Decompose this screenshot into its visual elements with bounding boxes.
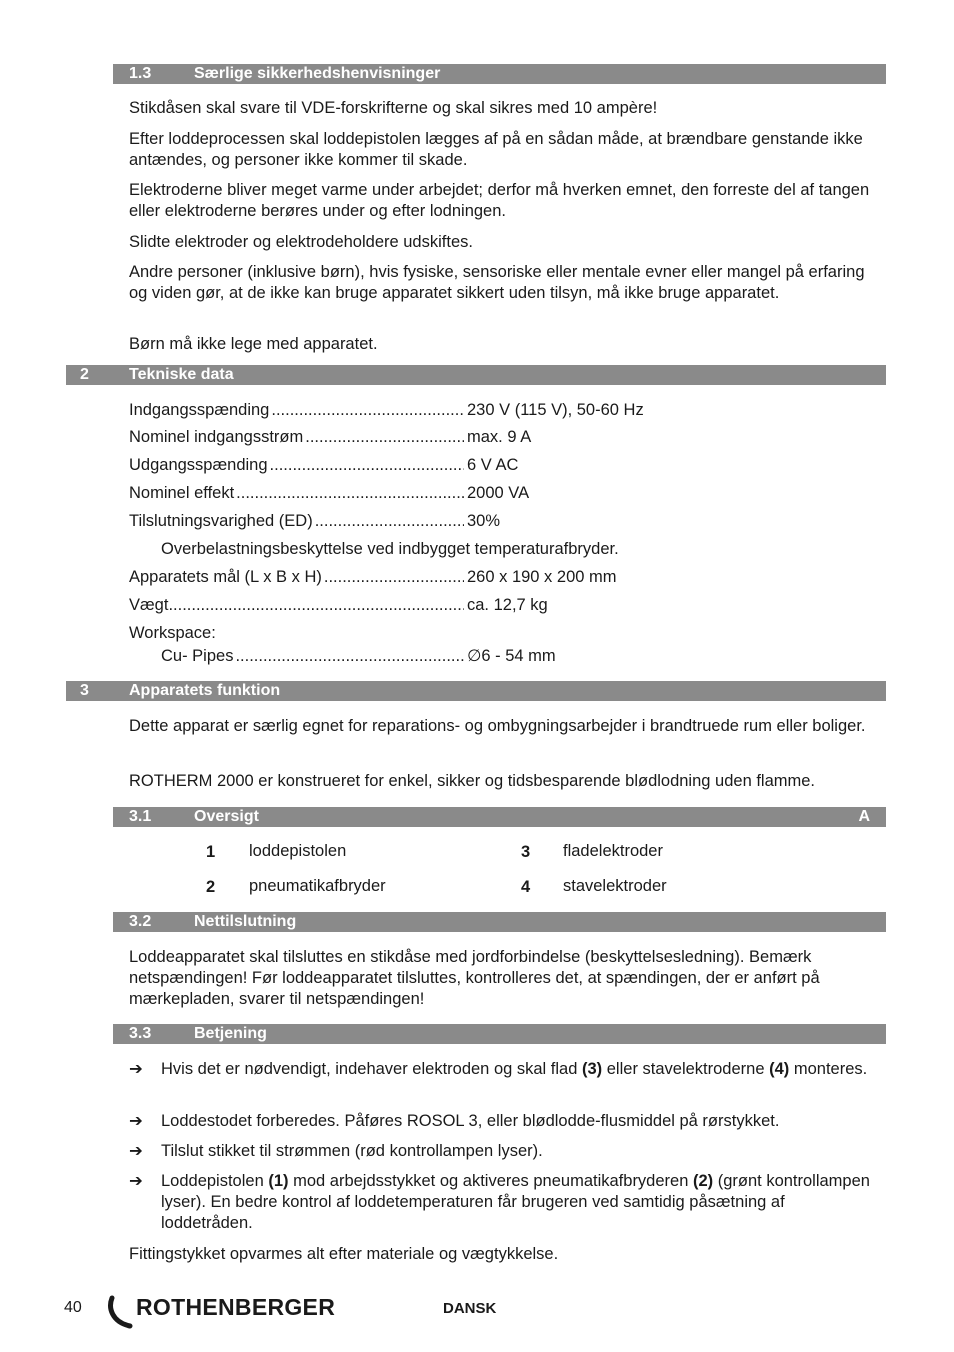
spec-label: Nominel effekt xyxy=(129,484,235,502)
figure-reference: A xyxy=(858,808,870,825)
language-label: DANSK xyxy=(443,1300,497,1317)
arrow-right-icon: ➔ xyxy=(129,1142,143,1160)
section-header-3-3 xyxy=(113,1024,886,1044)
spec-value: 2000 VA xyxy=(467,484,530,502)
instruction-text: Tilslut stikket til strømmen (rød kontrollampen lyser). xyxy=(161,1142,543,1160)
spec-note-text: Overbelastningsbeskyttelse ved indbygget temperaturafbryder. xyxy=(161,540,619,558)
spec-note xyxy=(161,539,619,560)
section-title: Tekniske data xyxy=(129,366,234,383)
instruction-text: Loddepistolen (1) mod arbejdsstykket og aktiveres pneumatikafbryderen (2) (grønt kontrollampen lyser). En bedre kontrol af loddetemperaturen får brugeren ved samtidig påsætning af loddetråden. xyxy=(161,1172,870,1232)
section-header-3 xyxy=(66,681,886,701)
section-number: 3.2 xyxy=(129,913,152,930)
arrow-right-icon: ➔ xyxy=(129,1060,143,1078)
overview-number: 2 xyxy=(206,878,216,896)
page-number: 40 xyxy=(64,1299,82,1316)
paragraph: Stikdåsen skal svare til VDE-forskrifterne og skal sikres med 10 ampère! xyxy=(129,99,658,117)
overview-item: stavelektroder xyxy=(563,877,667,895)
instruction-text: Loddestodet forberedes. Påføres ROSOL 3, eller blødlodde-flusmiddel på rørstykket. xyxy=(161,1112,780,1130)
section-number: 1.3 xyxy=(129,65,152,82)
paragraph: Dette apparat er særlig egnet for reparations- og ombygningsarbejder i brandtruede rum eller boliger. xyxy=(129,717,866,735)
workspace-label-row xyxy=(129,623,216,644)
overview-item: loddepistolen xyxy=(249,842,347,860)
workspace-label: Workspace: xyxy=(129,624,216,642)
overview-item: pneumatikafbryder xyxy=(249,877,386,895)
paragraph: Efter loddeprocessen skal loddepistolen lægges af på en sådan måde, at brændbare genstande ikke antændes, og personer ikke kommer til skade. xyxy=(129,130,863,169)
section-header-1-3 xyxy=(113,64,886,84)
arrow-right-icon: ➔ xyxy=(129,1172,143,1190)
section-number: 3 xyxy=(80,682,89,699)
spec-label: Vægt xyxy=(129,596,169,614)
section-title: Apparatets funktion xyxy=(129,682,281,699)
spec-value: 6 V AC xyxy=(467,456,519,474)
section-number: 3.3 xyxy=(129,1025,152,1042)
paragraph: Slidte elektroder og elektrodeholdere udskiftes. xyxy=(129,233,473,251)
spec-label: Apparatets mål (L x B x H) xyxy=(129,568,322,586)
spec-value: max. 9 A xyxy=(467,428,532,446)
brand-logo xyxy=(106,1292,346,1332)
overview-number: 1 xyxy=(206,843,216,861)
spec-value: 30% xyxy=(467,512,501,530)
spec-value: 260 x 190 x 200 mm xyxy=(467,568,617,586)
section-header-3-1 xyxy=(113,807,886,827)
arrow-right-icon: ➔ xyxy=(129,1112,143,1130)
paragraph: Andre personer (inklusive børn), hvis fysiske, sensoriske eller mentale evner eller mangel på erfaring og viden gør, at de ikke kan bruge apparatet sikkert uden tilsyn, må ikke bruge apparatet. xyxy=(129,263,865,302)
paragraph: Fittingstykket opvarmes alt efter materiale og vægtykkelse. xyxy=(129,1245,559,1263)
section-title: Nettilslutning xyxy=(194,913,297,930)
spec-label: Nominel indgangsstrøm xyxy=(129,428,304,446)
paragraph: ROTHERM 2000 er konstrueret for enkel, sikker og tidsbesparende blødlodning uden flamme. xyxy=(129,772,816,790)
section-title: Betjening xyxy=(194,1025,267,1042)
spec-value: 230 V (115 V), 50-60 Hz xyxy=(467,401,644,419)
section-header-2 xyxy=(66,365,886,385)
section-header-3-2 xyxy=(113,912,886,932)
instruction-text: Hvis det er nødvendigt, indehaver elektroden og skal flad (3) eller stavelektroderne (4) monteres. xyxy=(161,1060,868,1078)
paragraph: Børn må ikke lege med apparatet. xyxy=(129,335,378,353)
paragraph: Loddeapparatet skal tilsluttes en stikdåse med jordforbindelse (beskyttelsesledning). Bemærk netspændingen! Før loddeapparatet tilsluttes, kontrolleres det, at spændingen, der er anført på mærkepladen, svarer til netspændingen! xyxy=(129,948,820,1008)
paragraph: Elektroderne bliver meget varme under arbejdet; derfor må hverken emnet, den forreste del af tangen eller elektroderne berøres under og efter lodningen. xyxy=(129,181,870,220)
spec-label: Cu- Pipes xyxy=(161,647,234,665)
spec-value: ca. 12,7 kg xyxy=(467,596,548,614)
section-title: Særlige sikkerhedshenvisninger xyxy=(194,65,441,82)
section-title: Oversigt xyxy=(194,808,259,825)
spec-value: ∅6 - 54 mm xyxy=(467,647,556,665)
section-number: 3.1 xyxy=(129,808,152,825)
spec-label: Tilslutningsvarighed (ED) xyxy=(129,512,313,530)
brand-swoosh-icon xyxy=(106,1292,140,1332)
overview-item: fladelektroder xyxy=(563,842,663,860)
overview-number: 4 xyxy=(521,878,531,896)
overview-number: 3 xyxy=(521,843,531,861)
spec-label: Udgangsspænding xyxy=(129,456,268,474)
section-number: 2 xyxy=(80,366,89,383)
brand-wordmark: ROTHENBERGER xyxy=(136,1294,336,1320)
spec-label: Indgangsspænding xyxy=(129,401,270,419)
